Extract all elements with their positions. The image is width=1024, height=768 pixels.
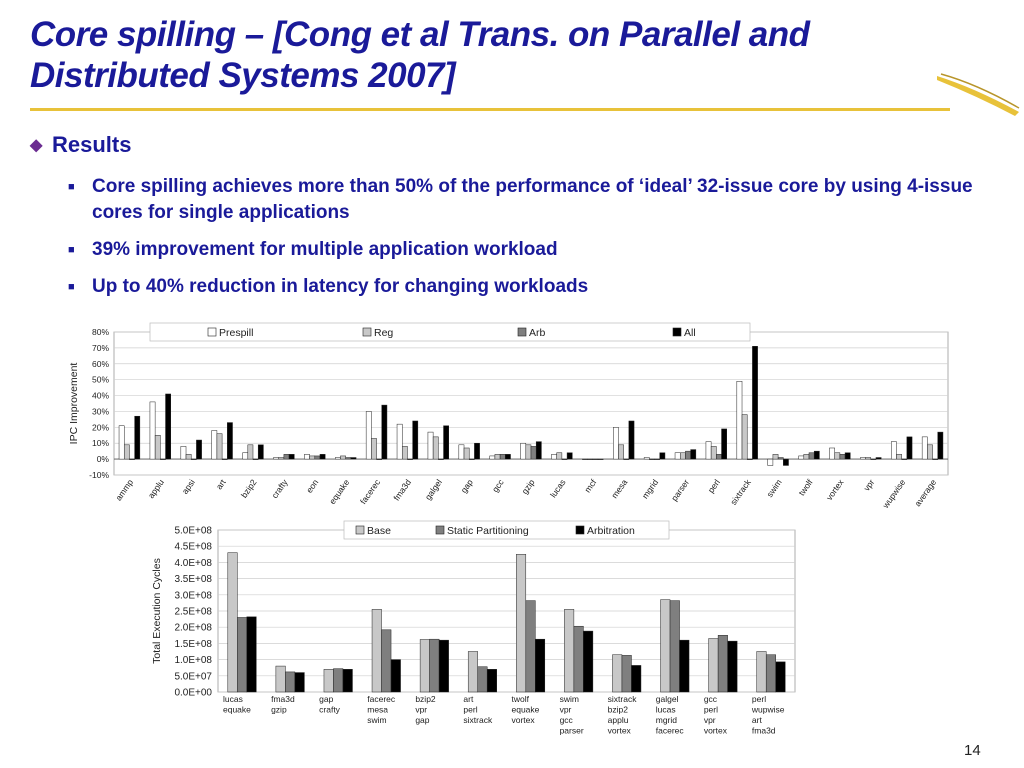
x-tick-label: vpr xyxy=(703,715,716,725)
x-tick-label: wupwise xyxy=(880,477,908,510)
legend-swatch xyxy=(436,526,444,534)
legend-label: Arbitration xyxy=(587,525,635,537)
legend-swatch xyxy=(673,328,681,336)
bar-arb xyxy=(809,453,814,459)
bar-prespill xyxy=(150,402,155,459)
x-tick-label: vpr xyxy=(861,477,877,493)
bar-arb xyxy=(593,459,598,460)
y-tick-label: 0% xyxy=(96,454,109,465)
bar-prespill xyxy=(366,411,371,459)
bar-reg xyxy=(495,454,500,459)
bar-arb xyxy=(778,458,783,460)
bar-all xyxy=(629,421,634,459)
bar-all xyxy=(567,453,572,459)
x-tick-label: crafty xyxy=(319,704,340,715)
x-tick-label: equake xyxy=(327,477,352,506)
ipc-improvement-chart xyxy=(60,320,960,510)
y-tick-label: 3.0E+08 xyxy=(174,590,212,602)
bar-arb xyxy=(346,458,351,460)
bar-reg xyxy=(155,435,160,459)
y-axis-label: Total Execution Cycles xyxy=(151,558,163,664)
bar-prespill xyxy=(428,432,433,459)
bar-base xyxy=(324,669,334,692)
x-tick-label: galgel xyxy=(655,694,679,704)
bar-reg xyxy=(433,437,438,459)
bar-prespill xyxy=(181,446,186,459)
x-tick-label: eon xyxy=(304,477,321,495)
y-tick-label: 80% xyxy=(91,327,109,337)
bar-arb xyxy=(284,454,289,459)
bar-reg xyxy=(618,445,623,459)
y-tick-label: 1.5E+08 xyxy=(174,638,212,650)
bar-base xyxy=(468,652,478,693)
bar-reg xyxy=(557,453,562,459)
bar-all xyxy=(938,432,943,459)
bar-static-partitioning xyxy=(430,639,440,692)
bar-reg xyxy=(588,459,593,460)
y-tick-label: 4.5E+08 xyxy=(174,541,212,553)
bar-base xyxy=(276,666,286,692)
x-tick-label: bzip2 xyxy=(238,477,259,500)
bar-arbitration xyxy=(295,673,305,692)
bar-arbitration xyxy=(343,669,353,692)
x-tick-label: gcc xyxy=(559,715,573,725)
bar-reg xyxy=(402,446,407,459)
bar-base xyxy=(420,640,430,692)
bar-base xyxy=(757,652,767,693)
bar-arb xyxy=(407,459,412,460)
bar-arb xyxy=(655,459,660,460)
x-tick-label: gzip xyxy=(519,477,537,496)
bar-reg xyxy=(371,438,376,459)
x-tick-label: parser xyxy=(669,477,692,503)
y-tick-label: 5.0E+08 xyxy=(174,525,212,537)
x-tick-label: applu xyxy=(607,715,629,725)
bar-static-partitioning xyxy=(766,655,776,692)
square-bullet-icon: ■ xyxy=(68,181,75,193)
bar-arb xyxy=(500,454,505,459)
bar-prespill xyxy=(119,426,124,459)
bar-arb xyxy=(222,459,227,460)
x-tick-label: swim xyxy=(559,694,579,704)
bar-all xyxy=(444,426,449,459)
bar-prespill xyxy=(799,456,804,459)
x-tick-label: twolf xyxy=(796,477,815,498)
x-tick-label: wupwise xyxy=(751,704,785,715)
x-tick-label: gap xyxy=(319,694,334,704)
x-tick-label: gap xyxy=(458,477,475,495)
bar-prespill xyxy=(860,458,865,460)
bar-prespill xyxy=(551,454,556,459)
x-tick-label: fma3d xyxy=(751,725,776,736)
bar-arbitration xyxy=(680,640,690,692)
bar-prespill xyxy=(459,445,464,459)
bar-arb xyxy=(685,451,690,459)
x-tick-label: vortex xyxy=(607,725,631,736)
bullet-results xyxy=(30,132,131,158)
bar-arbitration xyxy=(776,662,786,692)
bar-prespill xyxy=(582,459,587,460)
bar-arb xyxy=(469,459,474,460)
sub-bullet-1-text: Core spilling achieves more than 50% of the performance of ‘ideal’ 32-issue core by using 4-issue cores for single applications xyxy=(92,176,973,223)
bar-reg xyxy=(217,434,222,459)
x-tick-label: bzip2 xyxy=(415,694,436,704)
legend-swatch xyxy=(518,328,526,336)
bar-arb xyxy=(871,459,876,460)
x-tick-label: ammp xyxy=(113,477,136,503)
bar-static-partitioning xyxy=(526,601,536,692)
bar-prespill xyxy=(675,453,680,459)
legend-label: Arb xyxy=(529,327,546,339)
bar-arbitration xyxy=(631,665,641,692)
x-tick-label: art xyxy=(213,477,228,492)
x-tick-label: fma3d xyxy=(271,694,295,704)
bar-arb xyxy=(562,459,567,460)
bar-all xyxy=(536,442,541,459)
x-tick-label: sixtrack xyxy=(607,694,637,704)
x-tick-label: vortex xyxy=(703,725,727,736)
bar-prespill xyxy=(891,442,896,459)
bar-base xyxy=(612,655,622,692)
bar-prespill xyxy=(706,442,711,459)
bar-all xyxy=(166,394,171,459)
y-tick-label: 5.0E+07 xyxy=(174,671,212,683)
x-tick-label: lucas xyxy=(655,704,676,715)
bar-static-partitioning xyxy=(333,669,343,692)
bar-arbitration xyxy=(535,639,545,692)
x-tick-label: applu xyxy=(145,477,166,501)
x-tick-label: art xyxy=(463,694,474,704)
y-tick-label: -10% xyxy=(89,470,109,480)
bar-static-partitioning xyxy=(382,630,392,692)
bar-reg xyxy=(310,456,315,459)
x-tick-label: mcf xyxy=(582,477,599,495)
bar-prespill xyxy=(737,381,742,459)
legend-label: Reg xyxy=(374,327,394,339)
bar-arbitration xyxy=(487,669,497,692)
bar-arb xyxy=(129,459,134,460)
bar-arb xyxy=(438,459,443,460)
legend-label: All xyxy=(684,327,696,339)
x-tick-label: swim xyxy=(367,715,387,725)
bar-all xyxy=(814,451,819,459)
x-tick-label: galgel xyxy=(422,477,444,502)
bar-prespill xyxy=(521,443,526,459)
x-tick-label: facerec xyxy=(655,725,684,736)
bar-reg xyxy=(186,454,191,459)
y-tick-label: 20% xyxy=(91,422,109,433)
bar-all xyxy=(752,346,757,459)
bar-static-partitioning xyxy=(622,655,632,692)
y-tick-label: 2.5E+08 xyxy=(174,606,212,618)
x-tick-label: vortex xyxy=(511,715,535,725)
x-tick-label: lucas xyxy=(223,694,243,704)
bar-arb xyxy=(160,459,165,460)
bar-arb xyxy=(624,459,629,460)
bar-arb xyxy=(840,454,845,459)
bar-all xyxy=(845,453,850,459)
bar-reg xyxy=(742,415,747,459)
bar-base xyxy=(516,554,526,692)
bar-arbitration xyxy=(439,640,449,692)
sub-bullet-3-text: Up to 40% reduction in latency for changing workloads xyxy=(92,276,589,297)
y-tick-label: 40% xyxy=(91,390,109,401)
x-tick-label: perl xyxy=(463,704,478,715)
legend-swatch xyxy=(363,328,371,336)
x-tick-label: perl xyxy=(751,694,767,704)
x-tick-label: lucas xyxy=(547,477,568,500)
bar-reg xyxy=(804,454,809,459)
y-tick-label: 50% xyxy=(91,374,109,385)
x-tick-label: bzip2 xyxy=(607,704,628,715)
x-tick-label: apsi xyxy=(179,477,197,496)
x-tick-label: parser xyxy=(559,725,584,736)
y-axis-label: IPC Improvement xyxy=(68,362,80,445)
slide-title: Core spilling – [Cong et al Trans. on Parallel and Distributed Systems 2007] xyxy=(30,15,810,95)
x-tick-label: twolf xyxy=(511,694,529,704)
bar-reg xyxy=(835,453,840,459)
bar-static-partitioning xyxy=(237,617,247,692)
bar-all xyxy=(196,440,201,459)
bar-prespill xyxy=(829,448,834,459)
bar-all xyxy=(227,423,232,460)
bar-prespill xyxy=(273,458,278,460)
bar-prespill xyxy=(212,431,217,460)
legend-swatch xyxy=(208,328,216,336)
legend-swatch xyxy=(576,526,584,534)
bar-reg xyxy=(680,453,685,459)
bar-static-partitioning xyxy=(670,601,680,692)
bar-all xyxy=(135,416,140,459)
bar-base xyxy=(709,639,719,692)
bar-arbitration xyxy=(728,641,738,692)
bar-arb xyxy=(747,459,752,460)
bar-prespill xyxy=(397,424,402,459)
bar-reg xyxy=(248,445,253,459)
bar-all xyxy=(783,459,788,465)
square-bullet-icon: ■ xyxy=(68,244,75,256)
bar-arbitration xyxy=(247,617,257,692)
bar-reg xyxy=(464,448,469,459)
bar-all xyxy=(691,450,696,460)
bar-all xyxy=(382,405,387,459)
bar-arb xyxy=(377,459,382,460)
x-tick-label: swim xyxy=(764,477,784,500)
x-tick-label: fma3d xyxy=(391,477,414,503)
swoosh-decoration xyxy=(935,70,1021,120)
sub-bullet-2-text: 39% improvement for multiple application workload xyxy=(92,239,558,260)
bar-base xyxy=(372,609,382,692)
x-tick-label: sixtrack xyxy=(728,477,753,507)
bar-arbitration xyxy=(583,631,593,692)
x-tick-label: sixtrack xyxy=(463,715,493,725)
x-tick-label: gcc xyxy=(703,694,718,704)
bar-prespill xyxy=(243,453,248,459)
bullet-results-label: Results xyxy=(52,132,132,157)
x-tick-label: perl xyxy=(705,477,722,495)
x-tick-label: vortex xyxy=(824,477,846,503)
page-number: 14 xyxy=(964,742,981,759)
bar-arb xyxy=(716,454,721,459)
bar-prespill xyxy=(768,459,773,465)
sub-bullet-3 xyxy=(68,274,1018,300)
square-bullet-icon: ■ xyxy=(68,281,75,293)
bar-arb xyxy=(315,456,320,459)
bar-base xyxy=(228,553,238,692)
bar-all xyxy=(258,445,263,459)
bar-reg xyxy=(927,445,932,459)
bar-reg xyxy=(711,446,716,459)
x-tick-label: facerec xyxy=(367,694,396,704)
x-tick-label: gcc xyxy=(489,477,506,494)
bar-static-partitioning xyxy=(478,667,488,692)
legend-label: Static Partitioning xyxy=(447,525,529,537)
bar-all xyxy=(289,454,294,459)
x-tick-label: mgrid xyxy=(655,715,678,725)
y-tick-label: 60% xyxy=(91,358,109,369)
execution-cycles-chart xyxy=(140,518,810,746)
y-tick-label: 10% xyxy=(91,438,109,449)
x-tick-label: vpr xyxy=(415,704,428,715)
bar-static-partitioning xyxy=(718,635,728,692)
bar-reg xyxy=(649,459,654,460)
x-tick-label: art xyxy=(751,715,762,725)
bar-prespill xyxy=(644,458,649,460)
bar-prespill xyxy=(335,458,340,460)
bar-static-partitioning xyxy=(574,626,584,692)
bar-all xyxy=(907,437,912,459)
bar-arb xyxy=(933,459,938,460)
bar-reg xyxy=(896,454,901,459)
bar-reg xyxy=(773,454,778,459)
bar-all xyxy=(598,459,603,460)
bar-arb xyxy=(902,459,907,460)
bar-all xyxy=(505,454,510,459)
bar-static-partitioning xyxy=(285,672,295,692)
bar-prespill xyxy=(613,427,618,459)
bar-all xyxy=(320,454,325,459)
diamond-bullet-icon: ◆ xyxy=(30,137,43,154)
legend-label: Base xyxy=(367,525,391,537)
bar-all xyxy=(413,421,418,459)
x-tick-label: crafty xyxy=(269,477,290,501)
bar-reg xyxy=(279,458,284,460)
legend-swatch xyxy=(356,526,364,534)
x-tick-label: gap xyxy=(415,715,430,725)
x-tick-label: mgrid xyxy=(639,477,661,501)
bar-reg xyxy=(124,445,129,459)
bar-arb xyxy=(191,459,196,460)
bar-prespill xyxy=(490,456,495,459)
x-tick-label: facerec xyxy=(358,477,383,506)
x-tick-label: mesa xyxy=(367,704,389,715)
bar-reg xyxy=(526,445,531,459)
bar-all xyxy=(474,443,479,459)
bar-all xyxy=(351,458,356,460)
bar-prespill xyxy=(922,437,927,459)
x-tick-label: perl xyxy=(703,704,719,715)
x-tick-label: mesa xyxy=(609,477,630,501)
bar-base xyxy=(564,609,574,692)
bar-reg xyxy=(340,456,345,459)
y-tick-label: 30% xyxy=(91,406,109,417)
sub-bullet-2 xyxy=(68,237,1018,263)
bar-arb xyxy=(253,459,258,460)
bar-base xyxy=(661,600,671,692)
bar-prespill xyxy=(304,454,309,459)
bar-all xyxy=(660,453,665,459)
y-tick-label: 70% xyxy=(91,342,109,353)
x-tick-label: equake xyxy=(511,704,540,715)
bar-arb xyxy=(531,446,536,459)
title-underline xyxy=(30,108,950,111)
y-tick-label: 4.0E+08 xyxy=(174,557,212,569)
bar-arbitration xyxy=(391,660,401,692)
y-tick-label: 2.0E+08 xyxy=(174,622,212,634)
x-tick-label: gzip xyxy=(271,704,287,715)
y-tick-label: 0.0E+00 xyxy=(174,687,212,699)
x-tick-label: average xyxy=(912,477,939,509)
bar-all xyxy=(876,458,881,460)
y-tick-label: 3.5E+08 xyxy=(174,574,212,586)
x-tick-label: vpr xyxy=(559,704,572,715)
sub-bullet-1 xyxy=(68,174,1018,226)
x-tick-label: equake xyxy=(223,704,251,715)
legend-label: Prespill xyxy=(219,327,254,339)
bar-all xyxy=(722,429,727,459)
y-tick-label: 1.0E+08 xyxy=(174,655,212,667)
bar-reg xyxy=(866,458,871,460)
